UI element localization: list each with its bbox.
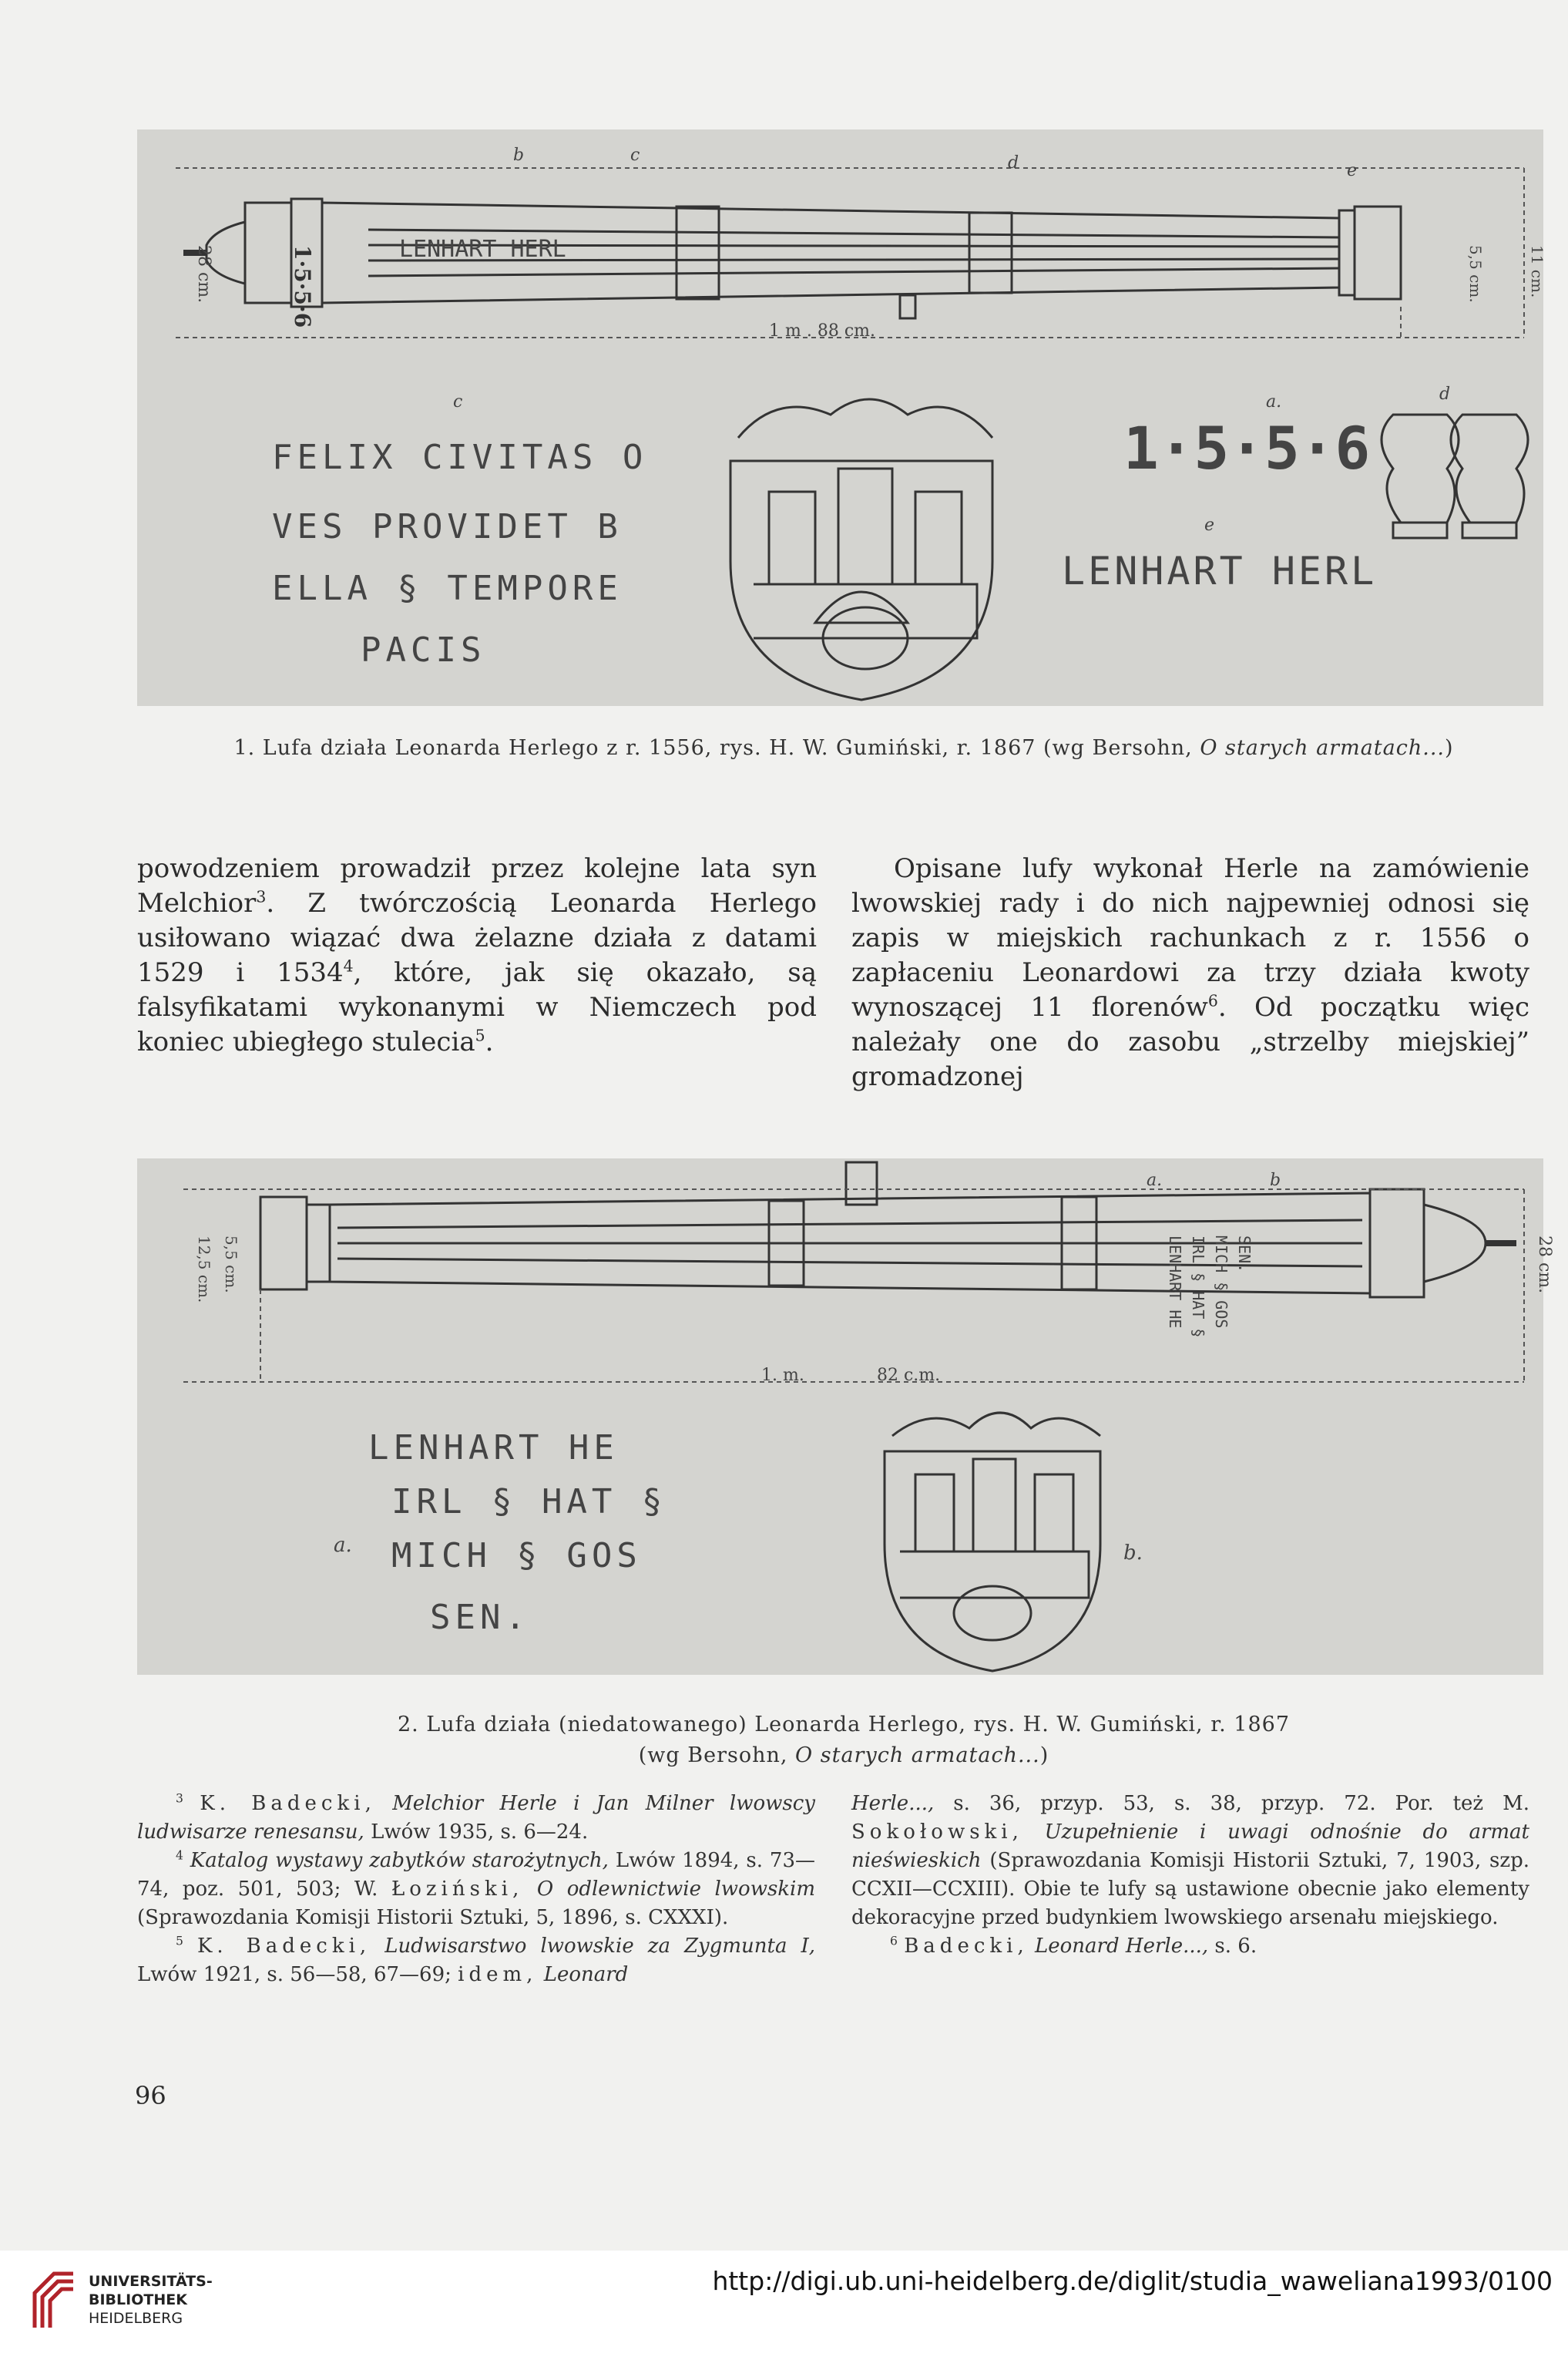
label2-b-arms: b. <box>1123 1541 1143 1565</box>
coat-of-arms-1 <box>730 399 992 700</box>
body-right-column <box>851 852 1529 1094</box>
dim2-right: 28 cm. <box>1535 1235 1554 1294</box>
inscription2-line-3: MICH § GOS <box>391 1536 642 1575</box>
body-left-column <box>137 852 817 1060</box>
barrel2-text-3: MICH § GOS <box>1212 1235 1231 1329</box>
page-number: 96 <box>135 2081 166 2110</box>
figure-1 <box>137 129 1546 706</box>
figure-2-drawing <box>137 1158 1554 1675</box>
dim2-left-a: 12,5 cm. <box>195 1235 213 1303</box>
label-d: d <box>1008 153 1019 173</box>
footnote-6: $^6$ Badecki, Leonard Herle..., s. 6. <box>890 1934 1257 1958</box>
library-logo-icon <box>23 2262 81 2331</box>
footnote-5: $^5$ K. Badecki, Ludwisarstwo lwowskie za Zygmunta I, Lwów 1921, s. 56—58, 67—69; idem, Leonard <box>137 1934 816 1986</box>
label-a: a. <box>1266 392 1282 412</box>
label2-a: a. <box>1147 1171 1163 1190</box>
source-url-link[interactable]: http://digi.ub.uni-heidelberg.de/diglit/studia_waweliana1993/0100 <box>712 2266 1553 2296</box>
dim-left: 28 cm. <box>194 245 213 304</box>
inscription-line-2: VES PROVIDET B <box>272 507 623 546</box>
body-left-paragraph: powodzeniem prowadził przez kolejne lata syn Melchior$^3$. Z twórczością Leonarda Herlego usiłowano wiązać dwa żelazne działa z datami 1529 i 1534$^4$, które, jak się okazało, są falsyfikatami wykonanymi w Niemczech pod koniec ubiegłego stulecia$^5$. <box>137 853 818 1057</box>
figure-1-caption: 1. Lufa działa Leonarda Herlego z r. 1556, rys. H. W. Gumiński, r. 1867 (wg Bersohn, O starych armatach...) <box>233 736 1454 760</box>
barrel2-text-1: LENHART HE <box>1166 1235 1184 1329</box>
label-c: c <box>630 146 640 165</box>
barrel-date: 1·5·5·6 <box>290 245 315 328</box>
label-e: e <box>1347 161 1358 180</box>
label2-b: b <box>1270 1171 1281 1190</box>
coat-of-arms-2 <box>885 1413 1100 1671</box>
dim2-length-b: 82 c.m. <box>877 1366 941 1385</box>
footnotes-left <box>137 1790 815 1989</box>
barrel2-text-4: SEN. <box>1235 1235 1254 1273</box>
barrel2-breech <box>1370 1189 1424 1297</box>
barrel2-text-2: IRL § HAT § <box>1189 1235 1207 1338</box>
inscription2-line-1: LENHART HE <box>368 1428 619 1467</box>
barrel-muzzle <box>1355 207 1401 299</box>
barrel-engraving: LENHART HERL <box>399 236 566 263</box>
footnote-4: $^4$ Katalog wystawy zabytków starożytnych, Lwów 1894, s. 73—74, poz. 501, 503; W. Łoziński, O odlewnictwie lwowskim (Sprawozdania Komisji Historii Sztuki, 5, 1896, s. CXXXI). <box>137 1848 816 1929</box>
label2-a-inscription: a. <box>334 1534 352 1557</box>
figure-1-drawing <box>137 129 1546 706</box>
body-right-paragraph: Opisane lufy wykonał Herle na zamówienie lwowskiej rady i do nich najpewniej odnosi się zapis w miejskich rachunkach z r. 1556 o zapłaceniu Leonardowi za trzy działa kwoty wynoszącej 11 florenów$^6$. Od początku więc należały one do zasobu „strzelby miejskiej” gromadzonej <box>851 853 1529 1092</box>
ornament-d <box>1382 415 1528 538</box>
signature-inscription: LENHART HERL <box>1062 549 1378 593</box>
figure-2-caption-line-2: (wg Bersohn, O starych armatach...) <box>638 1743 1049 1767</box>
label-b: b <box>513 146 525 165</box>
inscription-line-4: PACIS <box>361 630 486 670</box>
dim2-length-a: 1. m. <box>761 1366 804 1385</box>
inscription-label-c: c <box>453 392 463 412</box>
barrel-breech-ring <box>245 203 291 303</box>
figure-2-caption <box>139 1709 1549 1771</box>
footnote-5-continued: Herle..., s. 36, przyp. 53, s. 38, przyp. 72. Por. też M. Sokołowski, Uzupełnienie i uwagi odnośnie do armat nieświeskich (Sprawozdania Komisji Historii Sztuki, 7, 1903, szp. CCXII—CCXIII). Obie te lufy są ustawione obecnie jako elementy dekoracyjne przed budynkiem lwowskiego arsenału miejskiego. <box>851 1792 1530 1929</box>
inscription2-line-2: IRL § HAT § <box>391 1482 667 1521</box>
figure-2-caption-line-1: 2. Lufa działa (niedatowanego) Leonarda Herlego, rys. H. W. Gumiński, r. 1867 <box>397 1713 1291 1736</box>
inscription-line-1: FELIX CIVITAS O <box>272 438 648 477</box>
library-logo-text: UNIVERSITÄTS- BIBLIOTHEK HEIDELBERG <box>89 2273 213 2327</box>
inscription2-line-4: SEN. <box>430 1598 530 1637</box>
footnotes-right <box>851 1790 1529 1961</box>
barrel2-muzzle <box>260 1197 307 1289</box>
footnote-3: $^3$ K. Badecki, Melchior Herle i Jan Milner lwowscy ludwisarze renesansu, Lwów 1935, s. 6—24. <box>137 1791 815 1844</box>
label-d-2: d <box>1439 385 1451 404</box>
inscription-line-3: ELLA § TEMPORE <box>272 569 623 608</box>
dim2-left-b: 5,5 cm. <box>222 1235 240 1293</box>
dim-right-b: 11 cm. <box>1528 245 1546 298</box>
date-inscription: 1·5·5·6 <box>1123 414 1371 482</box>
barrel2-cascabel <box>1424 1205 1486 1282</box>
dim-length: 1 m . 88 cm. <box>769 321 875 341</box>
figure-2 <box>137 1158 1554 1675</box>
dim-right-a: 5,5 cm. <box>1466 245 1485 303</box>
label-e-2: e <box>1204 516 1215 535</box>
